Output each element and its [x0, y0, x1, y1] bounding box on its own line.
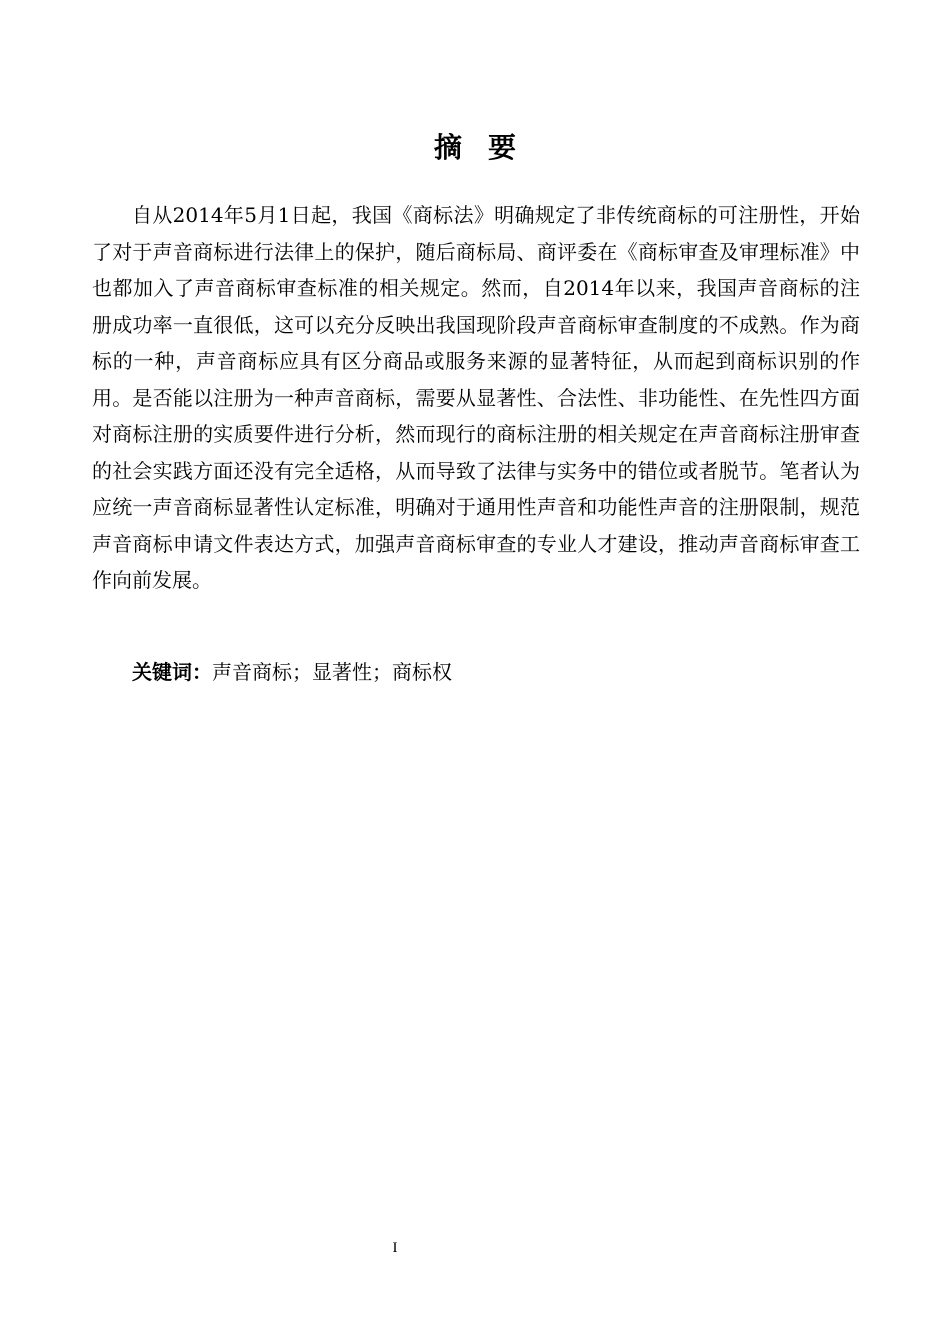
abstract-title: 摘要	[433, 131, 542, 164]
page-number: I	[392, 1240, 398, 1256]
keywords-line	[92, 654, 860, 690]
keywords-label: 关键词：	[132, 660, 212, 684]
abstract-paragraph: 自从2014年5月1日起，我国《商标法》明确规定了非传统商标的可注册性，开始了对于声音商标进行法律上的保护，随后商标局、商评委在《商标审查及审理标准》中也都加入了声音商标审查标准的相关规定。然而，自2014年以来，我国声音商标的注册成功率一直很低，这可以充分反映出我国现阶段声音商标审查制度的不成熟。作为商标的一种，声音商标应具有区分商品或服务来源的显著特征，从而起到商标识别的作用。是否能以注册为一种声音商标，需要从显著性、合法性、非功能性、在先性四方面对商标注册的实质要件进行分析，然而现行的商标注册的相关规定在声音商标注册审查的社会实践方面还没有完全适格，从而导致了法律与实务中的错位或者脱节。笔者认为应统一声音商标显著性认定标准，明确对于通用性声音和功能性声音的注册限制，规范声音商标申请文件表达方式，加强声音商标审查的专业人才建设，推动声音商标审查工作向前发展。	[92, 203, 860, 592]
keywords-value: 声音商标；显著性；商标权	[212, 660, 452, 684]
